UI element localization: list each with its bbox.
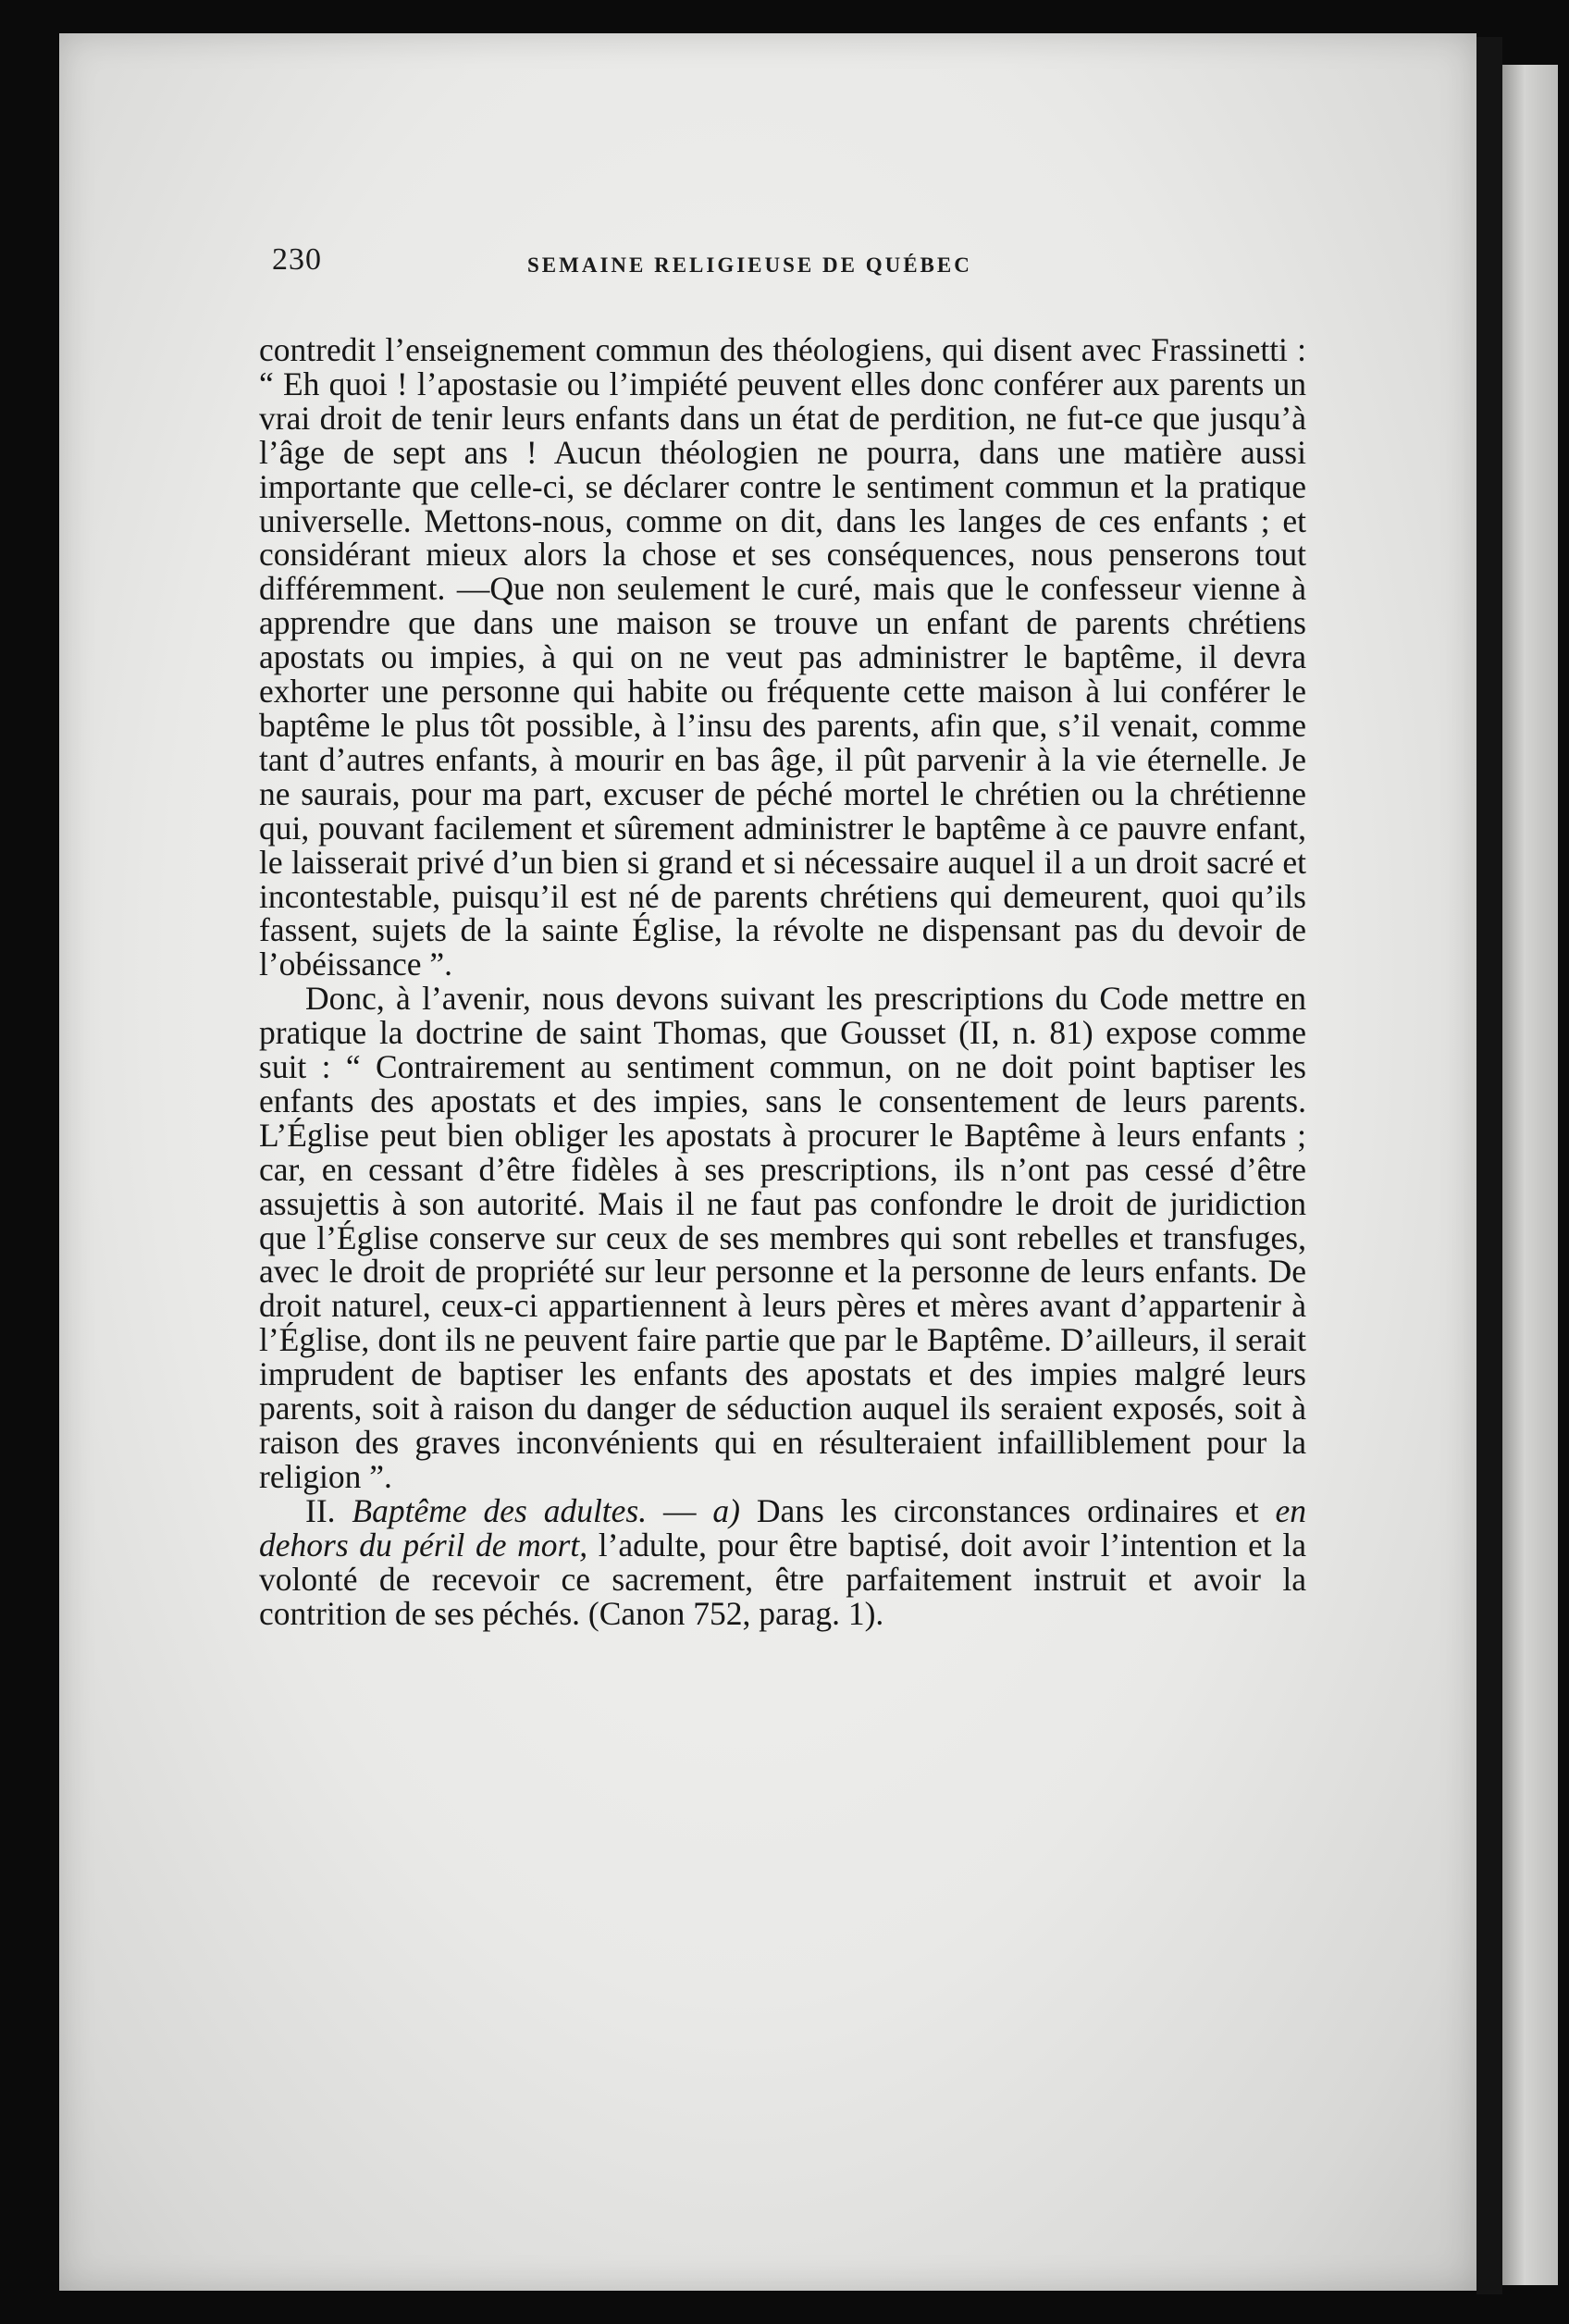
book-gutter-shadow xyxy=(1476,37,1502,2294)
page-number: 230 xyxy=(272,242,322,277)
italic-phrase: en dehors du péril de mort, xyxy=(259,1491,1306,1564)
dash: — xyxy=(647,1491,713,1529)
body-text xyxy=(259,333,1306,1630)
journal-title: SEMAINE RELIGIEUSE DE QUÉBEC xyxy=(527,253,972,277)
running-head xyxy=(272,242,1077,289)
paragraph-gousset: Donc, à l’avenir, nous devons suivant les prescriptions du Code mettre en pratique la doctrine de saint Thomas, que Gousset (II, n. 81) expose comme suit : “ Contrairement au sentiment commun, on ne doit point baptiser les enfants des apostats et des impies, sans le consentement de leurs parents. L’Église peut bien obliger les apostats à procurer le Baptême à leurs enfants ; car, en cessant d’être fidèles à ses prescriptions, ils n’ont pas cessé d’être assujettis à son autorité. Mais il ne faut pas confondre le droit de juridiction que l’Église conserve sur ceux de ses membres qui sont rebelles et transfuges, avec le droit de propriété sur leur personne et la personne de leurs enfants. De droit naturel, ceux-ci appartiennent à leurs pères et mères avant d’appartenir à l’Église, dont ils ne peuvent faire partie que par le Baptême. D’ailleurs, il serait imprudent de baptiser les enfants des apostats et des impies malgré leurs parents, soit à raison du danger de séduction auquel ils seraient exposés, soit à raison des graves inconvénients qui en résulteraient infailliblement pour la religion ”. xyxy=(259,980,1306,1495)
section-number: II. xyxy=(305,1491,352,1529)
paragraph-continuation: contredit l’enseignement commun des théologiens, qui disent avec Frassinetti : “ Eh quoi ! l’apostasie ou l’impiété peuvent elles donc conférer aux parents un vrai droit de tenir leurs enfants dans un état de perdition, ne fut-ce que jusqu’à l’âge de sept ans ! Aucun théologien ne pourra, dans une matière aussi importante que celle-ci, se déclarer contre le sentiment commun et la pratique universelle. Mettons-nous, comme on dit, dans les langes de ces enfants ; et considérant mieux alors la chose et ses conséquences, nous penserons tout différemment. —Que non seulement le curé, mais que le confesseur vienne à apprendre que dans une maison se trouve un enfant de parents chrétiens apostats ou impies, à qui on ne veut pas administrer le baptême, il devra exhorter une personne qui habite ou fréquente cette maison à lui conférer le baptême le plus tôt possible, à l’insu des parents, afin que, s’il venait, comme tant d’autres enfants, à mourir en bas âge, il pût parvenir à la vie éternelle. Je ne saurais, pour ma part, excuser de péché mortel le chrétien ou la chrétienne qui, pouvant facilement et sûrement administrer le baptême à ce pauvre enfant, le laisserait privé d’un bien si grand et si nécessaire auquel il a un droit sacré et incontestable, puisqu’il est né de parents chrétiens qui demeurent, quoi qu’ils fassent, sujets de la sainte Église, la révolte ne dispensant pas du devoir de l’obéissance ”. xyxy=(259,331,1306,983)
text-run-end: l’adulte, pour être baptisé, doit avoir l’intention et la volonté de recevoir ce sacrement, être parfaitement instruit et avoir la contrition de ses péchés. (Canon 752, parag. 1). xyxy=(259,1526,1306,1632)
section-heading: Baptême des adultes. xyxy=(352,1491,648,1529)
paragraph-adult-baptism xyxy=(259,1491,1306,1632)
subsection-letter: a) xyxy=(712,1491,740,1529)
text-run: Dans les circonstances ordinaires et xyxy=(739,1491,1276,1529)
adjacent-page-edge xyxy=(1502,65,1558,2285)
